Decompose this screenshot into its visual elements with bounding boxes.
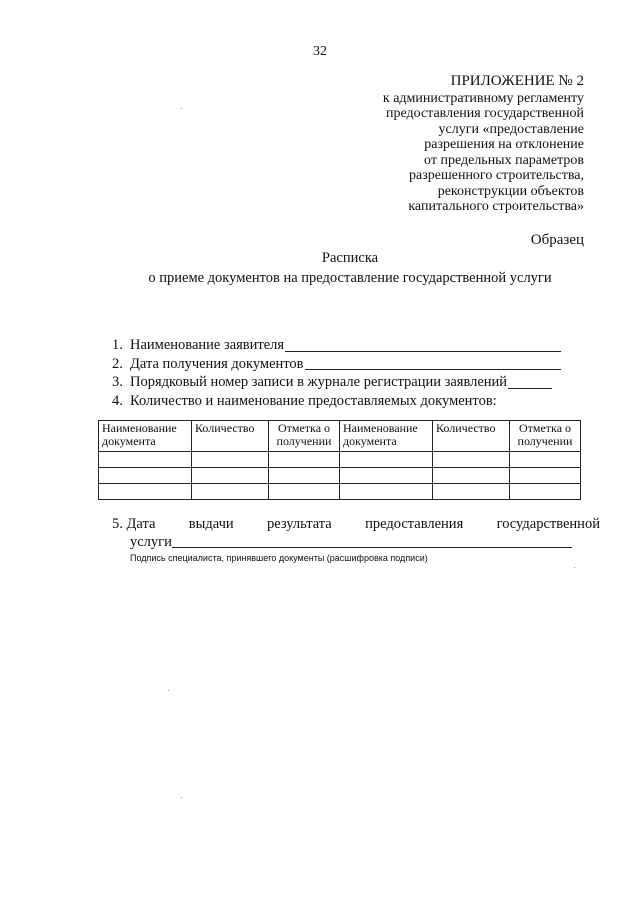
receipt-title: Расписка [321, 250, 379, 266]
column-header: Отметка о получении [510, 421, 581, 452]
table-cell[interactable] [510, 468, 581, 484]
item-label: Порядковый номер записи в журнале регистрации заявлений [130, 374, 508, 390]
sample-label: Образец [530, 232, 584, 248]
signature-caption: Подпись специалиста, принявшего документы (расшифровка подписи) [130, 553, 428, 563]
issue-date-input-row [112, 533, 600, 551]
table-cell[interactable] [99, 484, 192, 500]
appendix-title: ПРИЛОЖЕНИЕ № 2 [450, 73, 584, 89]
applicant-name-field[interactable] [285, 336, 561, 352]
appendix-line: реконструкции объектов [437, 183, 584, 199]
table-row [99, 468, 581, 484]
appendix-line: капитального строительства» [408, 199, 584, 214]
table-cell[interactable] [192, 452, 269, 468]
table-cell[interactable] [269, 468, 340, 484]
table-cell[interactable] [433, 452, 510, 468]
word: предоставления [365, 516, 464, 532]
receipt-date-field[interactable] [305, 355, 561, 371]
appendix-line: к административному регламенту [382, 90, 584, 106]
issue-date-item [112, 515, 600, 551]
word: выдачи [188, 516, 234, 532]
appendix-line: предоставления государственной [385, 106, 584, 121]
word: государственной [496, 516, 600, 532]
item-label: Количество и наименование предоставляемых документов: [130, 392, 497, 409]
scan-speck [181, 108, 182, 109]
table-cell[interactable] [99, 468, 192, 484]
word: Дата [126, 516, 156, 532]
item-number: 5. [112, 516, 123, 532]
table-row [99, 484, 581, 500]
item-number: 3. [112, 374, 123, 390]
appendix-header [324, 74, 584, 215]
issue-date-field[interactable] [172, 533, 572, 548]
page-number: 32 [313, 44, 327, 59]
item-label: Дата получения документов [130, 355, 304, 372]
scan-speck [168, 690, 169, 691]
list-item [112, 373, 582, 392]
item-number: 4. [112, 392, 123, 409]
word: результата [267, 516, 332, 532]
issue-date-label-row [112, 515, 600, 533]
item-number: 2. [112, 355, 123, 372]
table-cell[interactable] [99, 452, 192, 468]
table-cell[interactable] [192, 468, 269, 484]
registration-number-field[interactable] [508, 373, 552, 389]
table-cell[interactable] [269, 484, 340, 500]
appendix-line: от предельных параметров [424, 152, 584, 168]
scan-speck [574, 567, 575, 568]
appendix-line: услуги «предоставление [438, 121, 584, 137]
list-item [112, 336, 582, 355]
column-header: Наименование документа [340, 421, 433, 452]
table-cell[interactable] [340, 484, 433, 500]
appendix-line: разрешения на отклонение [424, 137, 584, 152]
table-cell[interactable] [433, 484, 510, 500]
table-cell[interactable] [192, 484, 269, 500]
table-cell[interactable] [510, 452, 581, 468]
column-header: Количество [192, 421, 269, 452]
table-cell[interactable] [269, 452, 340, 468]
item-number: 1. [112, 337, 123, 353]
documents-table [98, 420, 581, 500]
scan-speck [181, 797, 182, 798]
form-items [112, 336, 582, 410]
column-header: Отметка о получении [269, 421, 340, 452]
table-row [99, 452, 581, 468]
table-cell[interactable] [340, 468, 433, 484]
item-label: Наименование заявителя [130, 337, 285, 353]
column-header: Количество [433, 421, 510, 452]
list-item [112, 392, 582, 411]
table-cell[interactable] [433, 468, 510, 484]
receipt-subtitle: о приеме документов на предоставление государственной услуги [148, 270, 552, 286]
item-number-5 [112, 515, 155, 533]
column-header: Наименование документа [99, 421, 192, 452]
table-cell[interactable] [340, 452, 433, 468]
appendix-line: разрешенного строительства, [409, 168, 584, 183]
table-header-row [99, 421, 581, 452]
item-continuation: услуги [130, 534, 172, 550]
table-cell[interactable] [510, 484, 581, 500]
list-item [112, 355, 582, 374]
